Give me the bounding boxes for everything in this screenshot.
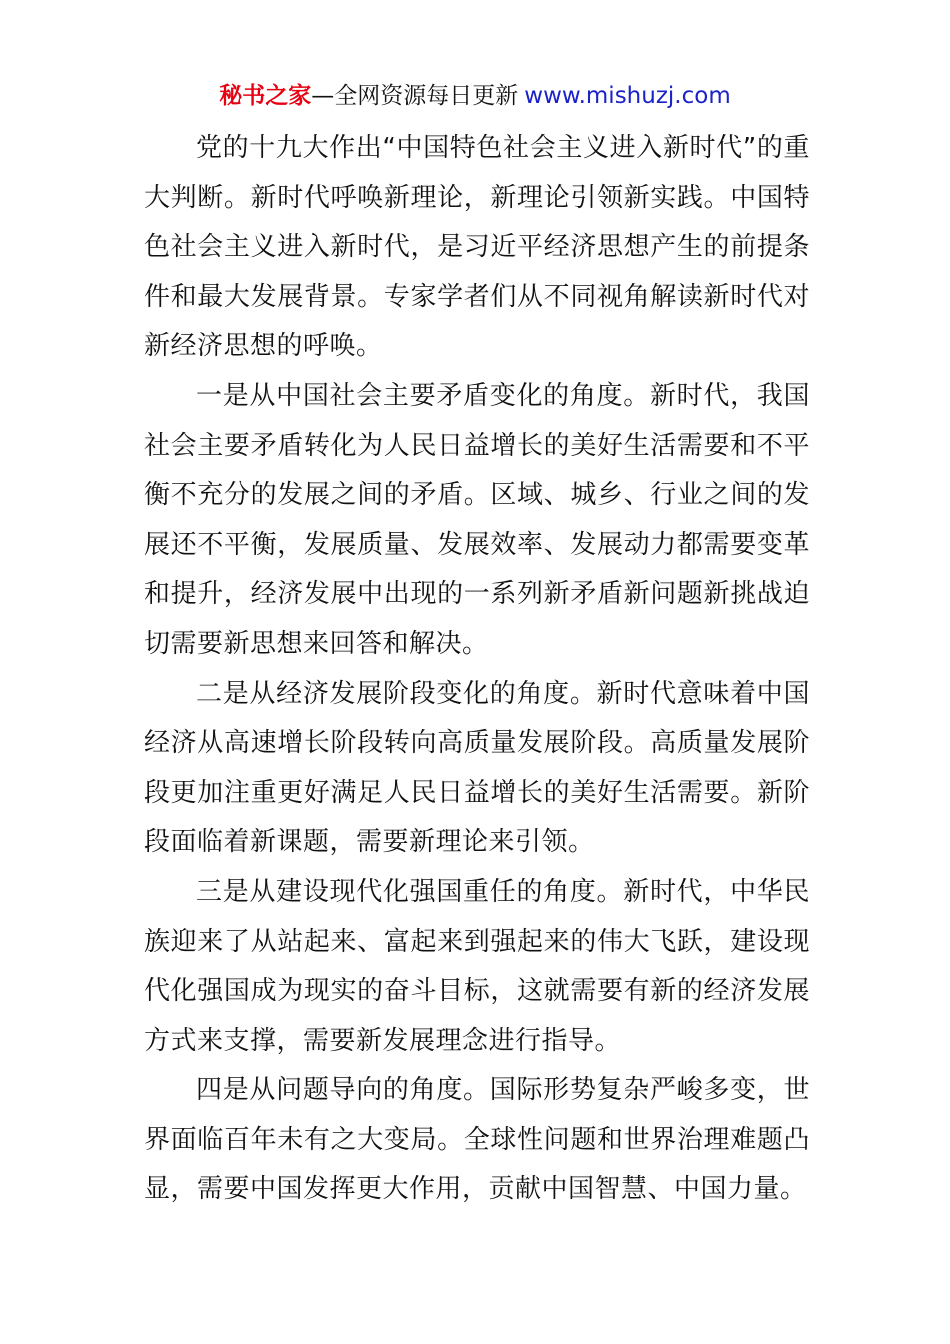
brand-name: 秘书之家 (219, 83, 312, 109)
paragraph-point-1: 一是从中国社会主要矛盾变化的角度。新时代，我国社会主要矛盾转化为人民日益增长的美好生活需要和不平衡不充分的发展之间的矛盾。区域、城乡、行业之间的发展还不平衡，发展质量、发展效率、发展动力都需要变革和提升，经济发展中出现的一系列新矛盾新问题新挑战迫切需要新思想来回答和解决。 (144, 380, 810, 659)
paragraph-point-2: 二是从经济发展阶段变化的角度。新时代意味着中国经济从高速增长阶段转向高质量发展阶段。高质量发展阶段更加注重更好满足人民日益增长的美好生活需要。新阶段面临着新课题，需要新理论来引领。 (144, 678, 810, 858)
page-header (0, 80, 950, 112)
document-body (144, 124, 810, 1215)
paragraph-intro: 党的十九大作出“中国特色社会主义进入新时代”的重大判断。新时代呼唤新理论，新理论引领新实践。中国特色社会主义进入新时代，是习近平经济思想产生的前提条件和最大发展背景。专家学者们从不同视角解读新时代对新经济思想的呼唤。 (144, 133, 810, 362)
website-link[interactable]: www.mishuzj.com (524, 83, 731, 109)
paragraph-point-3: 三是从建设现代化强国重任的角度。新时代，中华民族迎来了从站起来、富起来到强起来的伟大飞跃，建设现代化强国成为现实的奋斗目标，这就需要有新的经济发展方式来支撑，需要新发展理念进行指导。 (144, 876, 810, 1056)
header-tagline: —全网资源每日更新 (311, 83, 519, 109)
paragraph-point-4: 四是从问题导向的角度。国际形势复杂严峻多变，世界面临百年未有之大变局。全球性问题和世界治理难题凸显，需要中国发挥更大作用，贡献中国智慧、中国力量。 (144, 1075, 810, 1205)
